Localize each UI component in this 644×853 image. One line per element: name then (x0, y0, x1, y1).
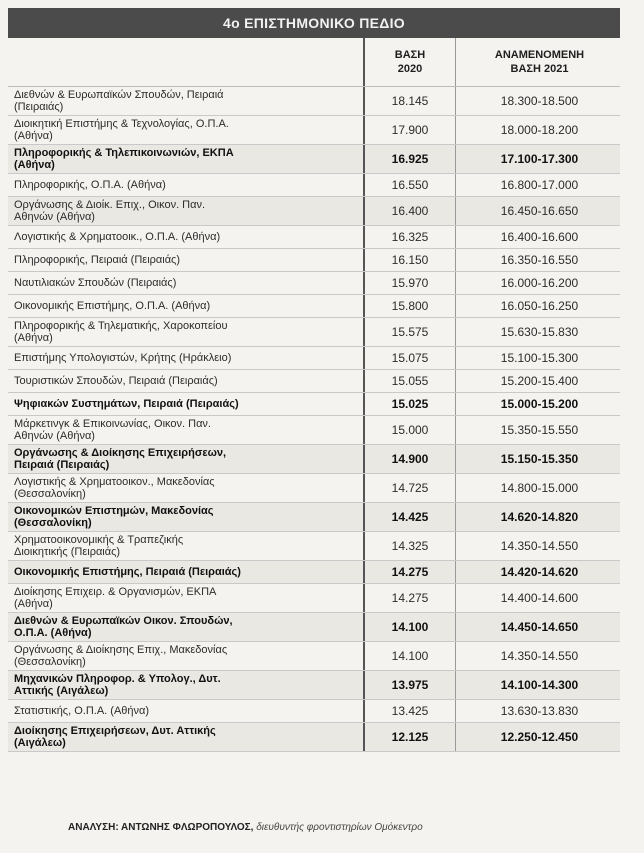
table-row (8, 145, 620, 174)
department-name: Πληροφορικής, Ο.Π.Α. (Αθήνα) (14, 179, 166, 191)
department-name: Ναυτιλιακών Σπουδών (Πειραιάς) (14, 277, 177, 289)
table-row (8, 295, 620, 318)
table-body (8, 87, 620, 752)
expected-2021-range: 14.350-14.550 (500, 649, 579, 663)
table-row (8, 445, 620, 474)
expected-2021-range: 15.200-15.400 (500, 374, 579, 388)
department-name: Χρηματοοικονομικής & Τραπεζικής Διοικητικής (Πειραιάς) (14, 534, 184, 558)
department-name: Διοίκησης Επιχειρ. & Οργανισμών, ΕΚΠΑ (Αθήνα) (14, 586, 217, 610)
table-row (8, 613, 620, 642)
base-2020-value: 14.725 (363, 474, 456, 502)
base-2020-value: 16.150 (363, 249, 456, 271)
expected-2021-range: 15.150-15.350 (500, 452, 579, 466)
department-name: Διεθνών & Ευρωπαϊκών Σπουδών, Πειραιά (Πειραιάς) (14, 89, 224, 113)
table-row (8, 503, 620, 532)
expected-2021-range: 17.100-17.300 (500, 152, 579, 166)
base-2020-value: 15.970 (363, 272, 456, 294)
header-name-cell (8, 38, 363, 86)
results-table (8, 8, 620, 752)
base-2020-value: 15.000 (363, 416, 456, 444)
base-2020-value: 12.125 (363, 723, 456, 751)
base-2020-value: 17.900 (363, 116, 456, 144)
expected-2021-range: 14.100-14.300 (500, 678, 579, 692)
department-name: Οικονομικών Επιστημών, Μακεδονίας (Θεσσαλονίκη) (14, 505, 214, 529)
department-name: Πληροφορικής & Τηλεματικής, Χαροκοπείου (Αθήνα) (14, 320, 228, 344)
expected-2021-range: 14.800-15.000 (500, 481, 579, 495)
table-row (8, 700, 620, 723)
expected-2021-range: 16.000-16.200 (500, 276, 579, 290)
expected-2021-range: 13.630-13.830 (500, 704, 579, 718)
expected-2021-range: 15.630-15.830 (500, 325, 579, 339)
base-2020-value: 14.275 (363, 584, 456, 612)
expected-2021-range: 15.350-15.550 (500, 423, 579, 437)
table-row (8, 723, 620, 752)
table-row (8, 116, 620, 145)
expected-2021-range: 15.000-15.200 (500, 397, 579, 411)
base-2020-value: 13.425 (363, 700, 456, 722)
expected-2021-range: 12.250-12.450 (500, 730, 579, 744)
table-row (8, 318, 620, 347)
base-2020-value: 14.325 (363, 532, 456, 560)
table-title: 4ο ΕΠΙΣΤΗΜΟΝΙΚΟ ΠΕΔΙΟ (8, 8, 620, 38)
expected-2021-range: 14.400-14.600 (500, 591, 579, 605)
table-row (8, 532, 620, 561)
base-2020-value: 15.055 (363, 370, 456, 392)
table-row (8, 393, 620, 416)
base-2020-value: 15.575 (363, 318, 456, 346)
department-name: Οικονομικής Επιστήμης, Πειραιά (Πειραιάς) (14, 566, 241, 578)
base-2020-value: 14.900 (363, 445, 456, 473)
table-row (8, 370, 620, 393)
table-header (8, 38, 620, 87)
base-2020-value: 16.325 (363, 226, 456, 248)
header-expected-2021: ΑΝΑΜΕΝΟΜΕΝΗ ΒΑΣΗ 2021 (494, 49, 585, 75)
department-name: Διεθνών & Ευρωπαϊκών Οικον. Σπουδών, Ο.Π.Α. (Αθήνα) (14, 615, 233, 639)
table-row (8, 197, 620, 226)
expected-2021-range: 16.450-16.650 (500, 204, 579, 218)
department-name: Διοικητική Επιστήμης & Τεχνολογίας, Ο.Π.Α. (Αθήνα) (14, 118, 229, 142)
table-row (8, 87, 620, 116)
expected-2021-range: 18.000-18.200 (500, 123, 579, 137)
analyst-name: ΑΝΑΛΥΣΗ: ΑΝΤΩΝΗΣ ΦΛΩΡΟΠΟΥΛΟΣ, (68, 822, 254, 833)
base-2020-value: 15.075 (363, 347, 456, 369)
base-2020-value: 13.975 (363, 671, 456, 699)
base-2020-value: 16.925 (363, 145, 456, 173)
base-2020-value: 14.100 (363, 642, 456, 670)
table-row (8, 226, 620, 249)
base-2020-value: 14.100 (363, 613, 456, 641)
department-name: Στατιστικής, Ο.Π.Α. (Αθήνα) (14, 705, 150, 717)
department-name: Ψηφιακών Συστημάτων, Πειραιά (Πειραιάς) (14, 398, 239, 410)
expected-2021-range: 16.050-16.250 (500, 299, 579, 313)
expected-2021-range: 15.100-15.300 (500, 351, 579, 365)
table-row (8, 416, 620, 445)
base-2020-value: 14.275 (363, 561, 456, 583)
table-row (8, 249, 620, 272)
department-name: Οργάνωσης & Διοίκησης Επιχειρήσεων, Πειραιά (Πειραιάς) (14, 447, 227, 471)
department-name: Επιστήμης Υπολογιστών, Κρήτης (Ηράκλειο) (14, 352, 232, 364)
base-2020-value: 16.550 (363, 174, 456, 196)
table-row (8, 272, 620, 295)
base-2020-value: 14.425 (363, 503, 456, 531)
expected-2021-range: 14.620-14.820 (500, 510, 579, 524)
table-row (8, 642, 620, 671)
analyst-role: διευθυντής φροντιστηρίων Ομόκεντρο (256, 822, 423, 833)
expected-2021-range: 16.350-16.550 (500, 253, 579, 267)
expected-2021-range: 14.350-14.550 (500, 539, 579, 553)
table-row (8, 174, 620, 197)
analysis-credit (68, 822, 628, 833)
base-2020-value: 15.800 (363, 295, 456, 317)
table-row (8, 347, 620, 370)
department-name: Οργάνωσης & Διοίκησης Επιχ., Μακεδονίας (Θεσσαλονίκη) (14, 644, 228, 668)
department-name: Μάρκετινγκ & Επικοινωνίας, Οικον. Παν. Αθηνών (Αθήνα) (14, 418, 211, 442)
department-name: Λογιστικής & Χρηματοοικον., Μακεδονίας (Θεσσαλονίκη) (14, 476, 215, 500)
expected-2021-range: 14.420-14.620 (500, 565, 579, 579)
expected-2021-range: 16.800-17.000 (500, 178, 579, 192)
table-row (8, 561, 620, 584)
department-name: Πληροφορικής, Πειραιά (Πειραιάς) (14, 254, 181, 266)
department-name: Οργάνωσης & Διοίκ. Επιχ., Οικον. Παν. Αθηνών (Αθήνα) (14, 199, 206, 223)
header-base-2020: ΒΑΣΗ 2020 (363, 38, 456, 86)
table-row (8, 671, 620, 700)
department-name: Τουριστικών Σπουδών, Πειραιά (Πειραιάς) (14, 375, 218, 387)
department-name: Διοίκησης Επιχειρήσεων, Δυτ. Αττικής (Αιγάλεω) (14, 725, 216, 749)
expected-2021-range: 18.300-18.500 (500, 94, 579, 108)
expected-2021-range: 14.450-14.650 (500, 620, 579, 634)
department-name: Οικονομικής Επιστήμης, Ο.Π.Α. (Αθήνα) (14, 300, 211, 312)
department-name: Πληροφορικής & Τηλεπικοινωνιών, ΕΚΠΑ (Αθήνα) (14, 147, 234, 171)
table-row (8, 584, 620, 613)
base-2020-value: 16.400 (363, 197, 456, 225)
table-row (8, 474, 620, 503)
expected-2021-range: 16.400-16.600 (500, 230, 579, 244)
department-name: Μηχανικών Πληροφορ. & Υπολογ., Δυτ. Αττικής (Αιγάλεω) (14, 673, 221, 697)
department-name: Λογιστικής & Χρηματοοικ., Ο.Π.Α. (Αθήνα) (14, 231, 221, 243)
base-2020-value: 18.145 (363, 87, 456, 115)
base-2020-value: 15.025 (363, 393, 456, 415)
